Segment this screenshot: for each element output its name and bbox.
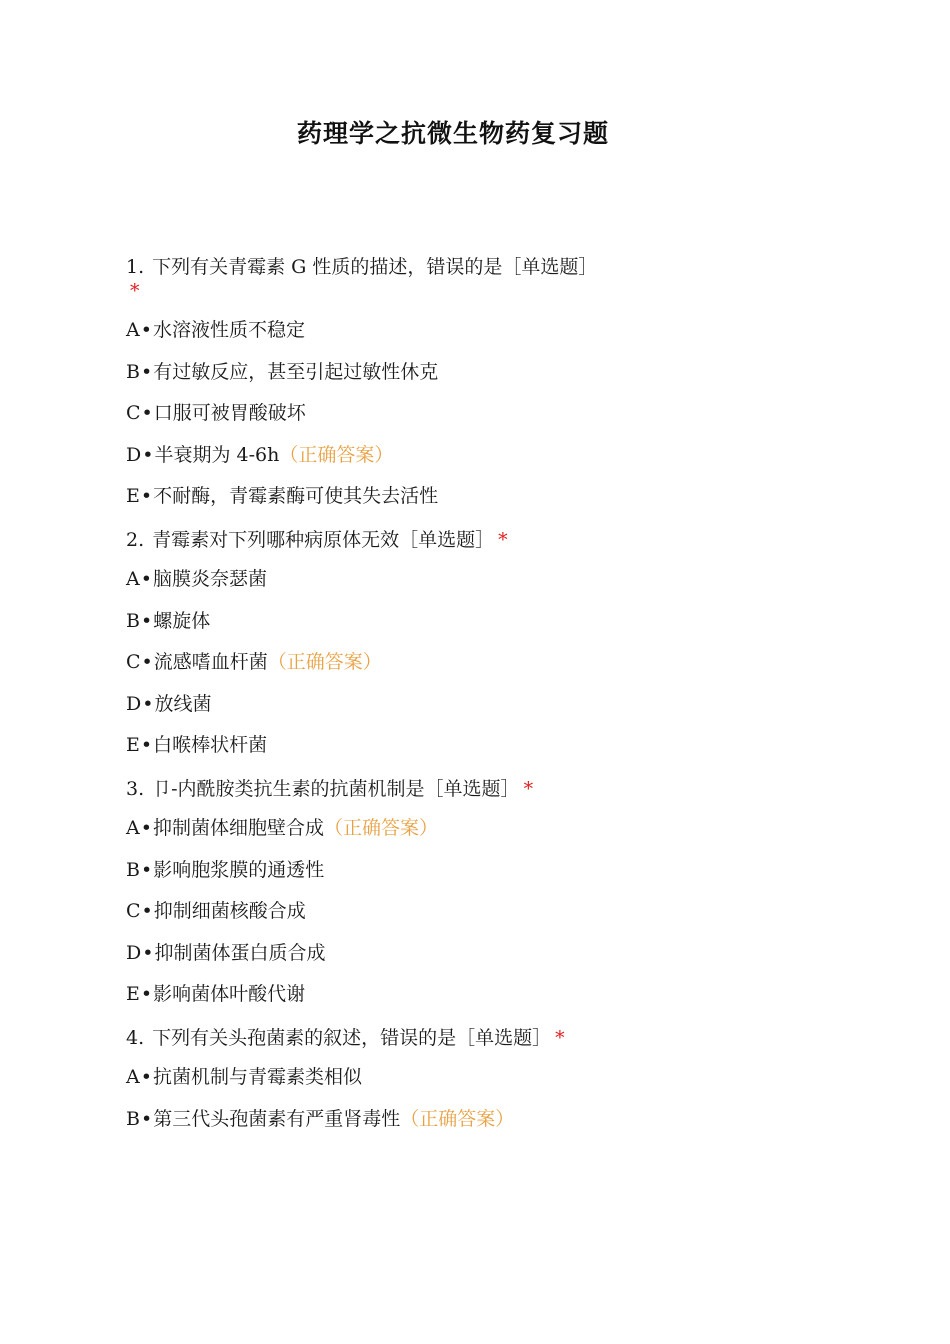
option-text: 口服可被胃酸破坏: [153, 402, 306, 424]
option-letter: A: [126, 817, 140, 839]
correct-answer-tag: （正确答案）: [323, 817, 438, 839]
option-letter: D: [126, 692, 142, 715]
option-b[interactable]: [126, 360, 606, 384]
question-stem: [126, 528, 606, 552]
required-mark: *: [498, 529, 508, 551]
option-text: 半衰期为 4-6h: [154, 443, 280, 466]
option-letter: A: [126, 568, 140, 590]
option-letter: E: [126, 983, 140, 1005]
required-mark: *: [555, 1027, 565, 1049]
option-text: 水溶液性质不稳定: [152, 319, 305, 341]
document-title: 药理学之抗微生物药复习题: [296, 119, 609, 148]
option-d[interactable]: [126, 941, 606, 965]
option-d[interactable]: [126, 443, 606, 467]
option-e[interactable]: [126, 484, 606, 508]
option-a[interactable]: [126, 318, 606, 342]
option-text: 白喉棒状杆菌: [153, 734, 268, 756]
option-text: 不耐酶，青霉素酶可使其失去活性: [153, 485, 439, 507]
question-stem: [126, 1026, 606, 1050]
option-a[interactable]: [126, 1065, 606, 1089]
question-stem: [126, 255, 606, 303]
question-number: 2.: [126, 529, 145, 551]
bullet-icon: •: [140, 817, 152, 839]
option-e[interactable]: [126, 733, 606, 757]
correct-answer-tag: （正确答案）: [400, 1107, 515, 1130]
bullet-icon: •: [142, 941, 154, 964]
option-letter: B: [126, 609, 140, 632]
question-1: [126, 255, 606, 508]
bullet-icon: •: [140, 983, 153, 1005]
option-letter: B: [126, 1107, 140, 1130]
option-text: 有过敏反应，甚至引起过敏性休克: [153, 360, 439, 383]
correct-answer-tag: （正确答案）: [279, 443, 394, 466]
option-text: 放线菌: [154, 692, 212, 715]
bullet-icon: •: [140, 1066, 152, 1088]
bullet-icon: •: [142, 443, 154, 466]
question-stem: [126, 777, 606, 801]
question-4: [126, 1026, 606, 1131]
question-3: [126, 777, 606, 1006]
option-b[interactable]: [126, 858, 606, 882]
option-text: 影响菌体叶酸代谢: [153, 983, 306, 1005]
bullet-icon: •: [140, 319, 152, 341]
option-text: 影响胞浆膜的通透性: [153, 858, 325, 881]
question-list: [126, 255, 606, 1151]
bullet-icon: •: [140, 609, 153, 632]
option-c[interactable]: [126, 899, 606, 923]
option-d[interactable]: [126, 692, 606, 716]
option-e[interactable]: [126, 982, 606, 1006]
bullet-icon: •: [142, 692, 154, 715]
option-letter: A: [126, 319, 140, 341]
bullet-icon: •: [140, 360, 153, 383]
option-letter: C: [126, 900, 141, 922]
question-number: 4.: [126, 1027, 145, 1049]
bullet-icon: •: [140, 1107, 153, 1130]
option-text: 螺旋体: [153, 609, 211, 632]
option-text: 流感嗜血杆菌: [153, 651, 268, 673]
question-text: 下列有关头孢菌素的叙述，错误的是［单选题］: [152, 1027, 552, 1049]
bullet-icon: •: [140, 734, 153, 756]
option-text: 第三代头孢菌素有严重肾毒性: [153, 1107, 401, 1130]
question-2: [126, 528, 606, 757]
bullet-icon: •: [141, 402, 153, 424]
option-c[interactable]: [126, 401, 606, 425]
option-letter: A: [126, 1066, 140, 1088]
option-text: 抑制菌体蛋白质合成: [154, 941, 326, 964]
option-text: 抗菌机制与青霉素类相似: [152, 1066, 362, 1088]
option-letter: D: [126, 941, 142, 964]
option-letter: D: [126, 443, 142, 466]
option-letter: C: [126, 651, 141, 673]
option-letter: E: [126, 485, 140, 507]
bullet-icon: •: [141, 900, 153, 922]
option-a[interactable]: [126, 816, 606, 840]
option-letter: B: [126, 360, 140, 383]
option-c[interactable]: [126, 650, 606, 674]
bullet-icon: •: [140, 485, 153, 507]
bullet-icon: •: [141, 651, 153, 673]
option-a[interactable]: [126, 567, 606, 591]
option-b[interactable]: [126, 1107, 606, 1131]
option-text: 抑制菌体细胞壁合成: [152, 817, 324, 839]
option-letter: E: [126, 734, 140, 756]
option-b[interactable]: [126, 609, 606, 633]
question-text: 卩-内酰胺类抗生素的抗菌机制是［单选题］: [152, 778, 520, 800]
bullet-icon: •: [140, 858, 153, 881]
question-number: 1.: [126, 256, 145, 278]
question-text: 青霉素对下列哪种病原体无效［单选题］: [152, 529, 495, 551]
option-text: 抑制细菌核酸合成: [153, 900, 306, 922]
option-letter: C: [126, 402, 141, 424]
question-number: 3.: [126, 778, 145, 800]
correct-answer-tag: （正确答案）: [267, 651, 382, 673]
required-mark: *: [130, 280, 140, 302]
option-text: 脑膜炎奈瑟菌: [152, 568, 267, 590]
question-text: 下列有关青霉素 G 性质的描述，错误的是［单选题］: [152, 256, 598, 278]
bullet-icon: •: [140, 568, 152, 590]
required-mark: *: [523, 778, 534, 800]
option-letter: B: [126, 858, 140, 881]
